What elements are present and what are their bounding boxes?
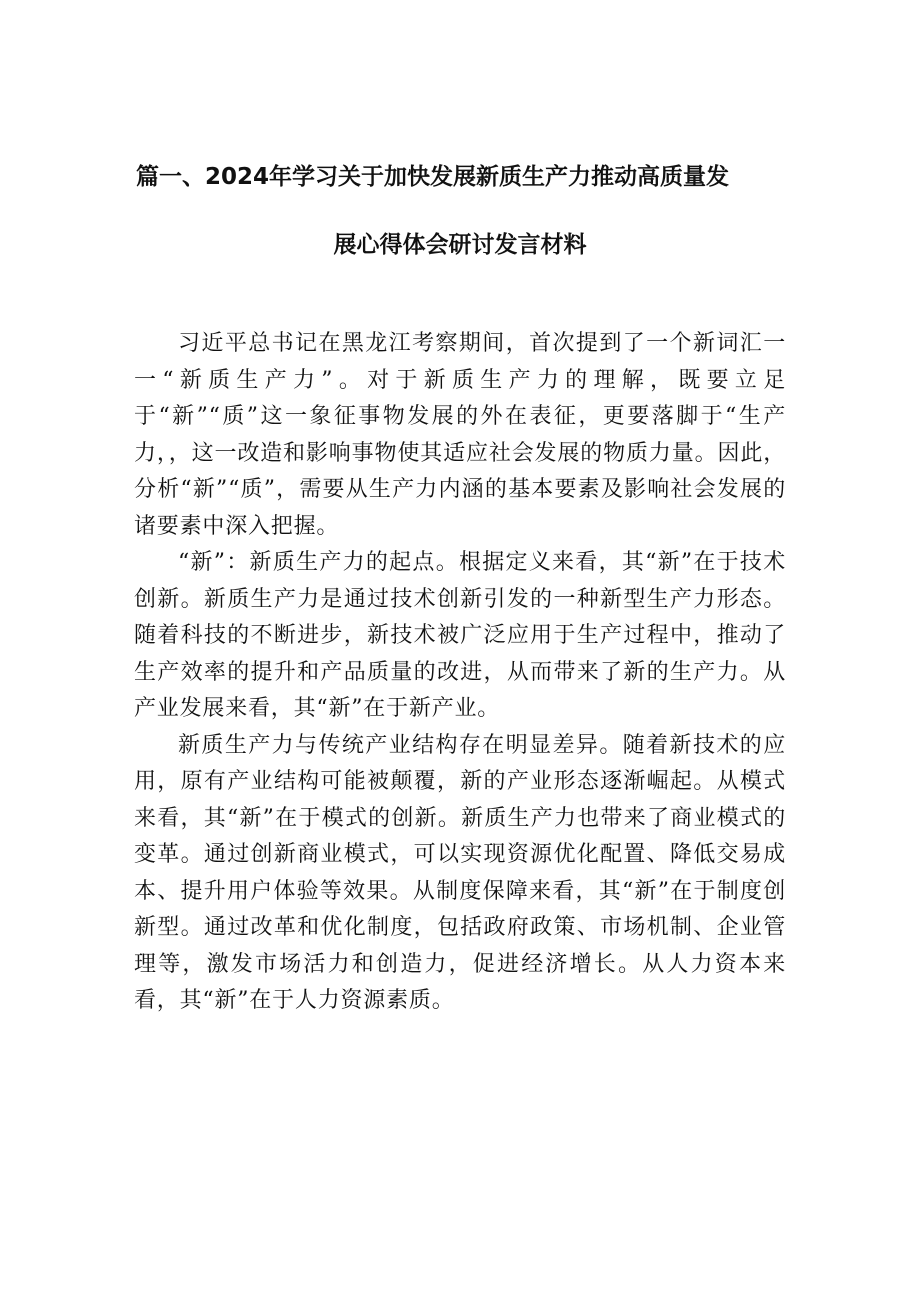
document-title-line-1: 篇一、2024年学习关于加快发展新质生产力推动高质量发: [136, 164, 730, 190]
body-paragraph-1: 习近平总书记在黑龙江考察期间，首次提到了一个新词汇一一“新质生产力”。对于新质生产力的理解，既要立足于“新”“质”这一象征事物发展的外在表征，更要落脚于“生产力，，这一改造和影响事物使其适应社会发展的物质力量。因此，分析“新”“质”，需要从生产力内涵的基本要素及影响社会发展的诸要素中深入把握。: [134, 331, 786, 539]
document-body: [134, 326, 786, 1020]
body-paragraph-2: “新”：新质生产力的起点。根据定义来看，其“新”在于技术创新。新质生产力是通过技术创新引发的一种新型生产力形态。随着科技的不断进步，新技术被广泛应用于生产过程中，推动了生产效率的提升和产品质量的改进，从而带来了新的生产力。从产业发展来看，其“新”在于新产业。: [134, 550, 786, 721]
body-paragraph-3: 新质生产力与传统产业结构存在明显差异。随着新技术的应用，原有产业结构可能被颠覆，新的产业形态逐渐崛起。从模式来看，其“新”在于模式的创新。新质生产力也带来了商业模式的变革。通过创新商业模式，可以实现资源优化配置、降低交易成本、提升用户体验等效果。从制度保障来看，其“新”在于制度创新型。通过改革和优化制度，包括政府政策、市场机制、企业管理等，激发市场活力和创造力，促进经济增长。从人力资本来看，其“新”在于人力资源素质。: [134, 732, 786, 1013]
document-title-line-2: 展心得体会研讨发言材料: [333, 232, 587, 258]
